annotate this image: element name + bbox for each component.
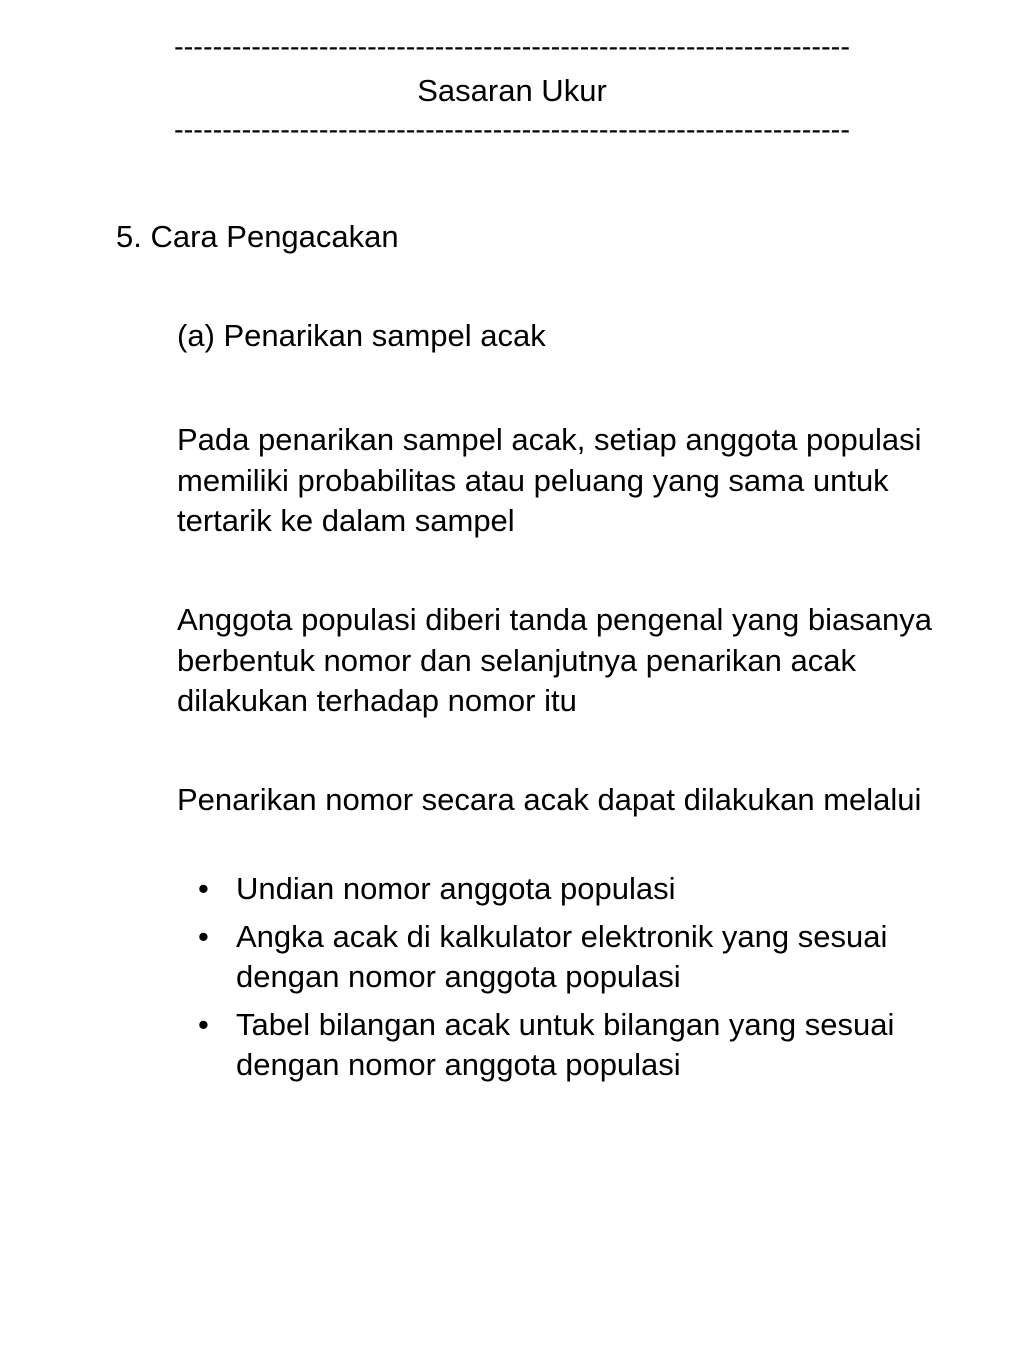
bullet-icon: • [198,871,209,906]
header-rule-bottom: ---------------------------------------------------------------------- [173,114,850,146]
list-item-text: Undian nomor anggota populasi [236,871,676,906]
paragraph-identifier: Anggota populasi diberi tanda pengenal yang biasanya berbentuk nomor dan selanjutnya penarikan acak dilakukan terhadap nomor itu [177,602,932,718]
list-item-text: Angka acak di kalkulator elektronik yang sesuai dengan nomor anggota populasi [236,919,888,994]
methods-list [198,869,988,1093]
header-title: Sasaran Ukur [417,73,607,108]
bullet-icon: • [198,919,209,954]
list-item [198,917,988,997]
list-item-text: Tabel bilangan acak untuk bilangan yang sesuai dengan nomor anggota populasi [236,1007,895,1082]
paragraph-probability: Pada penarikan sampel acak, setiap anggota populasi memiliki probabilitas atau peluang yang sama untuk tertarik ke dalam sampel [177,422,922,538]
bullet-icon: • [198,1007,209,1042]
paragraph-methods-intro: Penarikan nomor secara acak dapat dilakukan melalui [177,782,922,817]
section-heading: 5. Cara Pengacakan [116,219,399,254]
sub-heading: (a) Penarikan sampel acak [177,318,546,353]
header-rule-top: ---------------------------------------------------------------------- [173,31,850,63]
list-item [198,1005,988,1085]
list-item [198,869,988,909]
